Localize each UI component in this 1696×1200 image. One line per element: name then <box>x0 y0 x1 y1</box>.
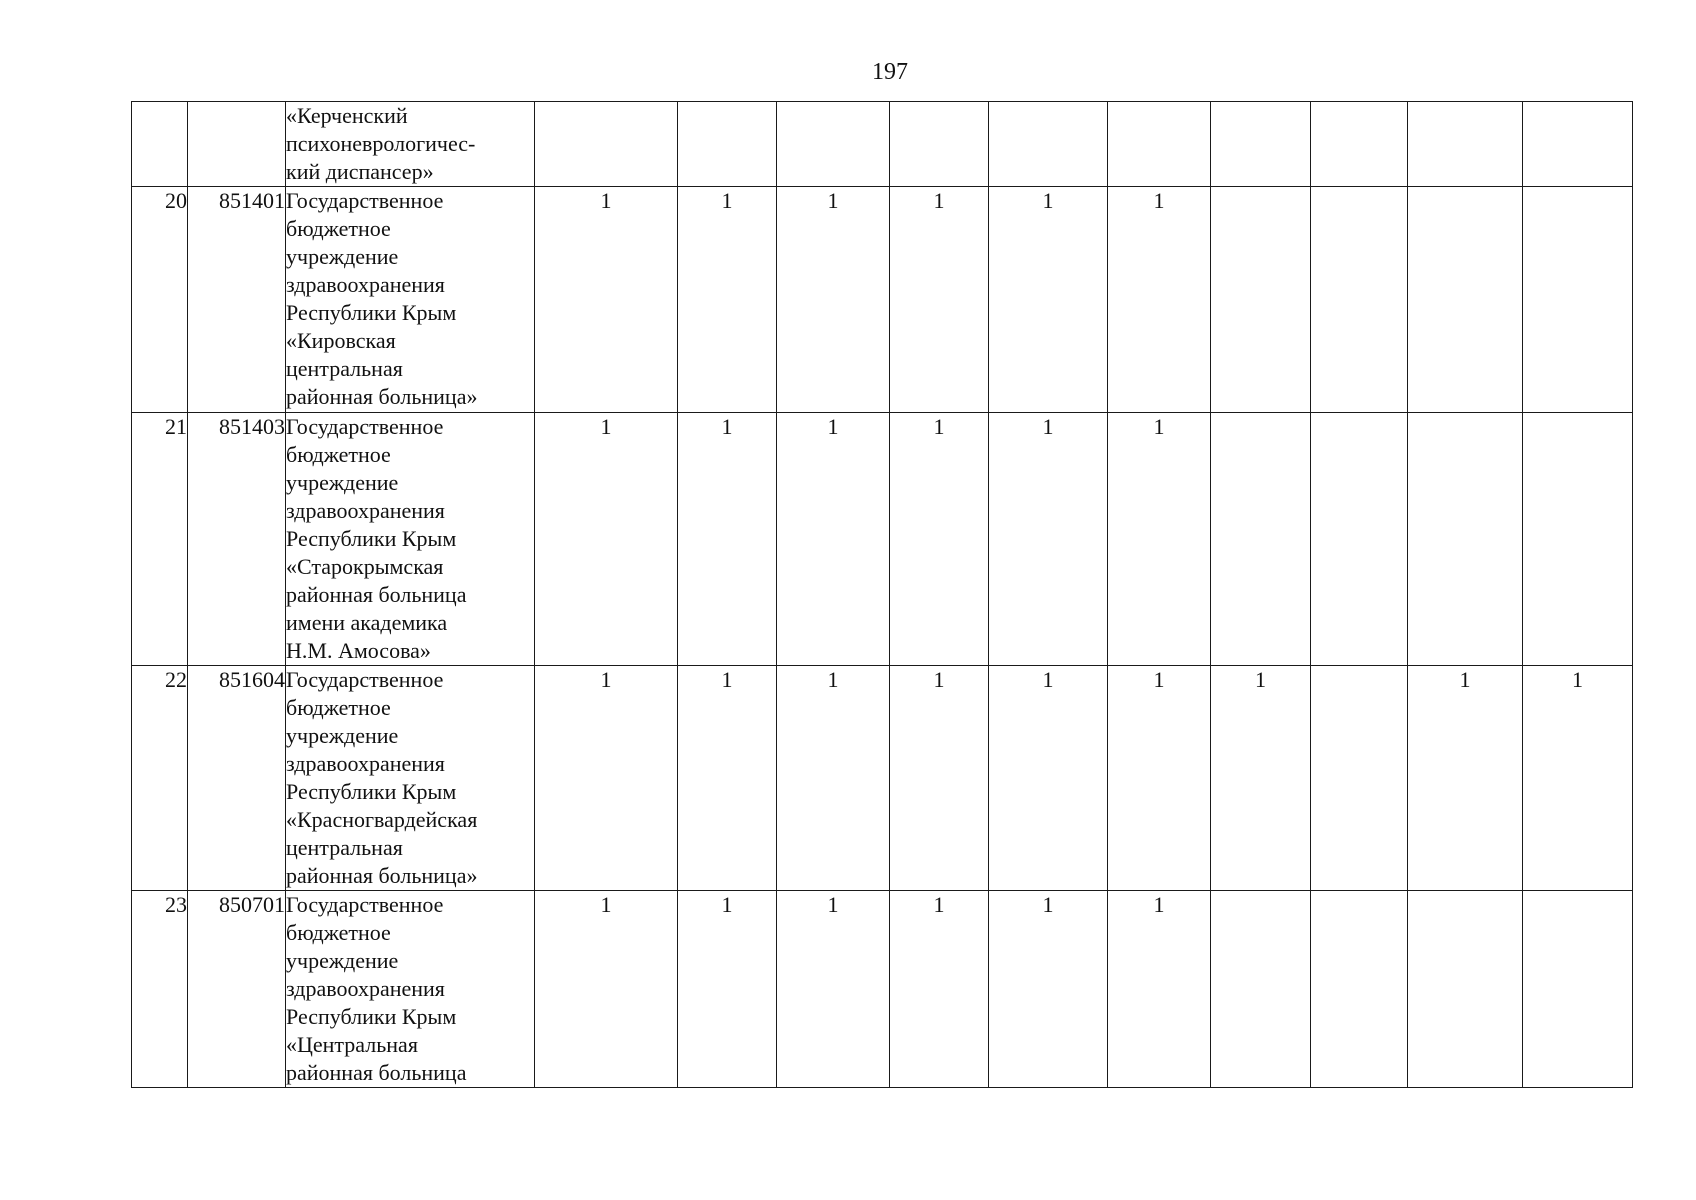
data-table <box>131 101 1633 1088</box>
page-number: 197 <box>872 59 908 85</box>
value-cell: 1 <box>535 187 678 413</box>
value-cell: 1 <box>890 666 989 891</box>
row-number-cell: 20 <box>132 187 188 413</box>
value-cell <box>1211 413 1311 666</box>
value-cell: 1 <box>535 891 678 1088</box>
value-cell: 1 <box>1108 666 1211 891</box>
value-cell <box>1311 413 1408 666</box>
value-cell <box>1408 187 1523 413</box>
value-cell <box>1523 102 1633 187</box>
value-cell <box>1108 102 1211 187</box>
row-number-cell <box>132 102 188 187</box>
value-cell <box>1523 187 1633 413</box>
value-cell: 1 <box>890 891 989 1088</box>
value-cell: 1 <box>1523 666 1633 891</box>
value-cell <box>989 102 1108 187</box>
table-row <box>132 891 1633 1088</box>
value-cell: 1 <box>777 413 890 666</box>
value-cell: 1 <box>989 413 1108 666</box>
value-cell <box>1523 891 1633 1088</box>
value-cell <box>890 102 989 187</box>
table-row <box>132 666 1633 891</box>
institution-code-cell: 850701 <box>188 891 286 1088</box>
value-cell: 1 <box>535 666 678 891</box>
value-cell <box>1311 102 1408 187</box>
value-cell: 1 <box>890 413 989 666</box>
value-cell <box>777 102 890 187</box>
value-cell: 1 <box>1108 413 1211 666</box>
value-cell <box>1311 666 1408 891</box>
value-cell <box>535 102 678 187</box>
value-cell: 1 <box>1408 666 1523 891</box>
value-cell: 1 <box>678 891 777 1088</box>
value-cell: 1 <box>678 666 777 891</box>
value-cell: 1 <box>535 413 678 666</box>
value-cell <box>1408 413 1523 666</box>
row-number-cell: 22 <box>132 666 188 891</box>
value-cell: 1 <box>678 187 777 413</box>
value-cell: 1 <box>1108 187 1211 413</box>
value-cell: 1 <box>678 413 777 666</box>
value-cell <box>1408 102 1523 187</box>
value-cell <box>1211 187 1311 413</box>
institution-code-cell: 851403 <box>188 413 286 666</box>
value-cell: 1 <box>777 891 890 1088</box>
value-cell <box>1211 891 1311 1088</box>
value-cell: 1 <box>777 187 890 413</box>
value-cell <box>1523 413 1633 666</box>
value-cell: 1 <box>1211 666 1311 891</box>
institution-name-cell: Государственное бюджетное учреждение здравоохранения Республики Крым «Центральная районная больница <box>286 891 535 1088</box>
institution-code-cell <box>188 102 286 187</box>
value-cell: 1 <box>777 666 890 891</box>
institution-name-cell: Государственное бюджетное учреждение здравоохранения Республики Крым «Кировская центральная районная больница» <box>286 187 535 413</box>
institution-name-cell: «Керченский психоневрологичес- кий диспансер» <box>286 102 535 187</box>
institution-code-cell: 851604 <box>188 666 286 891</box>
value-cell: 1 <box>890 187 989 413</box>
value-cell <box>1211 102 1311 187</box>
value-cell: 1 <box>989 666 1108 891</box>
table-row <box>132 102 1633 187</box>
value-cell: 1 <box>989 187 1108 413</box>
value-cell <box>1408 891 1523 1088</box>
institution-code-cell: 851401 <box>188 187 286 413</box>
table-row <box>132 187 1633 413</box>
institution-name-cell: Государственное бюджетное учреждение здравоохранения Республики Крым «Старокрымская районная больница имени академика Н.М. Амосова» <box>286 413 535 666</box>
value-cell: 1 <box>1108 891 1211 1088</box>
value-cell <box>678 102 777 187</box>
row-number-cell: 23 <box>132 891 188 1088</box>
value-cell <box>1311 187 1408 413</box>
row-number-cell: 21 <box>132 413 188 666</box>
value-cell: 1 <box>989 891 1108 1088</box>
table-row <box>132 413 1633 666</box>
institution-name-cell: Государственное бюджетное учреждение здравоохранения Республики Крым «Красногвардейская центральная районная больница» <box>286 666 535 891</box>
value-cell <box>1311 891 1408 1088</box>
